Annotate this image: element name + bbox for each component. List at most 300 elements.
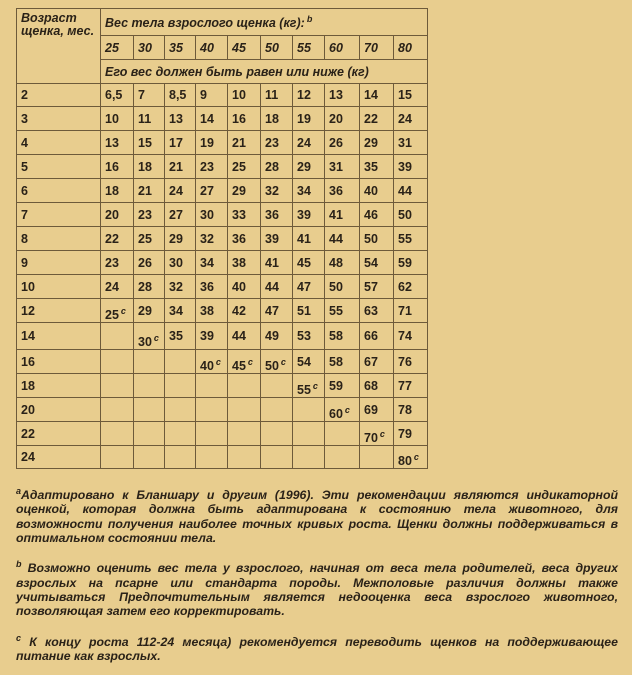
weight-cell [134, 227, 165, 251]
table-row [17, 350, 428, 374]
weight-value: 39 [265, 231, 279, 246]
weight-cell [134, 155, 165, 179]
age-cell: 4 [17, 131, 101, 155]
weight-value: 19 [200, 135, 214, 150]
weight-value: 18 [105, 183, 119, 198]
weight-cell [101, 422, 134, 446]
weight-cell [360, 446, 394, 469]
weight-value: 50 [364, 231, 378, 246]
puppy-weight-table [16, 8, 428, 469]
adult-weight-header-mark: b [306, 13, 313, 24]
weight-value: 11 [138, 111, 152, 126]
weight-value: 47 [297, 279, 311, 294]
weight-cell [325, 84, 360, 107]
weight-cell [134, 84, 165, 107]
weight-cell [165, 131, 196, 155]
weight-cell [228, 275, 261, 299]
weight-cell [325, 203, 360, 227]
weight-cell [325, 398, 360, 422]
weight-value: 15 [138, 135, 152, 150]
weight-value: 34 [200, 255, 214, 270]
weight-cell [261, 84, 293, 107]
weight-value: 21 [232, 135, 246, 150]
weight-cell [196, 446, 228, 469]
weight-value: 41 [265, 255, 279, 270]
weight-cell [134, 323, 165, 350]
weight-cell [101, 84, 134, 107]
weight-cell [394, 107, 428, 131]
weight-value: 44 [329, 231, 343, 246]
age-column-header: Возраст щенка, мес. [17, 9, 101, 84]
adult-weight-col-header: 50 [261, 36, 293, 60]
weight-cell [228, 374, 261, 398]
weight-cell [394, 275, 428, 299]
weight-cell [360, 155, 394, 179]
weight-value: 24 [297, 135, 311, 150]
table-row [17, 203, 428, 227]
weight-value: 44 [265, 279, 279, 294]
weight-cell [293, 251, 325, 275]
weight-value: 9 [200, 88, 207, 102]
table-row [17, 84, 428, 107]
weight-cell [394, 422, 428, 446]
weight-value: 58 [329, 354, 343, 369]
weight-cell [360, 323, 394, 350]
age-cell: 16 [17, 350, 101, 374]
weight-cell [261, 131, 293, 155]
weight-cell [394, 227, 428, 251]
weight-value: 24 [398, 111, 412, 126]
weight-cell [261, 446, 293, 469]
weight-cell [293, 107, 325, 131]
weight-value: 39 [398, 159, 412, 174]
weight-value: 62 [398, 279, 412, 294]
weight-cell [101, 107, 134, 131]
weight-value: 6,5 [105, 88, 123, 102]
adult-weight-col-header: 60 [325, 36, 360, 60]
weight-cell [165, 251, 196, 275]
weight-cell [394, 374, 428, 398]
weight-cell [196, 275, 228, 299]
weight-value: 39 [200, 329, 214, 343]
footnote-c-mark: c [120, 305, 126, 316]
weight-cell [196, 203, 228, 227]
weight-cell [394, 251, 428, 275]
weight-cell [101, 323, 134, 350]
weight-cell [101, 179, 134, 203]
weight-cell [165, 275, 196, 299]
weight-value: 12 [297, 88, 311, 102]
weight-value: 40 [232, 279, 246, 294]
weight-cell [165, 155, 196, 179]
weight-value: 58 [329, 329, 343, 343]
weight-value: 30 [200, 207, 214, 222]
weight-cell [293, 203, 325, 227]
weight-value: 14 [200, 111, 214, 126]
adult-weight-col-header: 70 [360, 36, 394, 60]
weight-cell [101, 251, 134, 275]
weight-cell [325, 155, 360, 179]
weight-cell [101, 299, 134, 323]
weight-cell [394, 179, 428, 203]
weight-cell [228, 323, 261, 350]
weight-cell [196, 227, 228, 251]
weight-cell [325, 323, 360, 350]
weight-cell [134, 107, 165, 131]
weight-cell [196, 251, 228, 275]
weight-value: 45 [232, 359, 246, 373]
weight-cell [394, 446, 428, 469]
weight-value: 30 [169, 255, 183, 270]
weight-cell [134, 350, 165, 374]
weight-cell [228, 350, 261, 374]
weight-value: 13 [169, 111, 183, 126]
footnote-mark: b [16, 559, 22, 570]
weight-cell [261, 179, 293, 203]
weight-cell [394, 323, 428, 350]
age-cell: 9 [17, 251, 101, 275]
age-cell: 3 [17, 107, 101, 131]
weight-value: 48 [329, 255, 343, 270]
weight-cell [165, 323, 196, 350]
weight-cell [196, 131, 228, 155]
weight-cell [293, 227, 325, 251]
weight-value: 29 [138, 303, 152, 318]
weight-cell [228, 155, 261, 179]
weight-cell [196, 422, 228, 446]
adult-weight-col-header: 30 [134, 36, 165, 60]
weight-cell [293, 323, 325, 350]
weight-value: 24 [169, 183, 183, 198]
weight-value: 26 [329, 135, 343, 150]
weight-value: 10 [232, 88, 246, 102]
weight-value: 80 [398, 454, 412, 468]
weight-value: 47 [265, 303, 279, 318]
weight-value: 25 [232, 159, 246, 174]
table-row [17, 107, 428, 131]
weight-cell [325, 350, 360, 374]
weight-value: 55 [329, 303, 343, 318]
age-cell: 22 [17, 422, 101, 446]
table-row [17, 374, 428, 398]
weight-value: 34 [169, 303, 183, 318]
weight-cell [101, 374, 134, 398]
weight-value: 38 [200, 303, 214, 318]
weight-value: 16 [232, 111, 246, 126]
table-row [17, 227, 428, 251]
footnote-text: Адаптировано к Бланшару и другим (1996). Эти рекомендации являются индикаторной оценкой, которая должна быть адаптирована к состоянию тела животного, для возможности получения наиболее точных кривых роста. Щенки должны поддерживаться в оптимальном состоянии тела. [16, 488, 618, 545]
weight-cell [101, 131, 134, 155]
table-row [17, 155, 428, 179]
weight-value: 13 [329, 88, 343, 102]
weight-cell [165, 107, 196, 131]
weight-value: 21 [138, 183, 152, 198]
weight-value: 36 [329, 183, 343, 198]
weight-value: 67 [364, 354, 378, 369]
weight-cell [101, 203, 134, 227]
footnote-a [16, 484, 618, 545]
weight-value: 69 [364, 402, 378, 417]
weight-cell [325, 299, 360, 323]
weight-cell [101, 350, 134, 374]
weight-value: 59 [329, 378, 343, 393]
weight-value: 59 [398, 255, 412, 270]
weight-cell [325, 275, 360, 299]
weight-value: 42 [232, 303, 246, 318]
weight-cell [293, 398, 325, 422]
weight-cell [261, 227, 293, 251]
weight-value: 29 [297, 159, 311, 174]
table-row [17, 422, 428, 446]
weight-value: 11 [265, 88, 279, 102]
weight-value: 22 [105, 231, 119, 246]
weight-value: 68 [364, 378, 378, 393]
age-cell: 18 [17, 374, 101, 398]
weight-cell [196, 350, 228, 374]
footnote-c-mark: c [153, 332, 159, 343]
table-row [17, 398, 428, 422]
adult-weight-col-header: 55 [293, 36, 325, 60]
weight-cell [134, 398, 165, 422]
weight-cell [134, 299, 165, 323]
weight-value: 36 [232, 231, 246, 246]
weight-cell [134, 251, 165, 275]
weight-value: 33 [232, 207, 246, 222]
weight-cell [101, 398, 134, 422]
weight-cell [165, 446, 196, 469]
footnote-mark: c [16, 632, 22, 643]
weight-value: 27 [169, 207, 183, 222]
weight-cell [196, 84, 228, 107]
weight-value: 51 [297, 303, 311, 318]
footnote-c-mark: c [344, 404, 350, 415]
age-cell: 24 [17, 446, 101, 469]
weight-cell [228, 179, 261, 203]
weight-cell [165, 422, 196, 446]
weight-value: 31 [398, 135, 412, 150]
weight-value: 22 [364, 111, 378, 126]
age-cell: 20 [17, 398, 101, 422]
adult-weight-col-header: 80 [394, 36, 428, 60]
weight-cell [165, 398, 196, 422]
weight-value: 30 [138, 335, 152, 349]
weight-cell [134, 131, 165, 155]
weight-cell [293, 374, 325, 398]
footnote-c-mark: c [280, 356, 286, 367]
weight-cell [360, 131, 394, 155]
weight-cell [394, 131, 428, 155]
weight-value: 14 [364, 88, 378, 102]
weight-value: 57 [364, 279, 378, 294]
weight-value: 44 [398, 183, 412, 198]
weight-cell [360, 374, 394, 398]
weight-cell [394, 203, 428, 227]
weight-value: 70 [364, 431, 378, 445]
weight-cell [228, 398, 261, 422]
weight-value: 36 [200, 279, 214, 294]
weight-value: 53 [297, 329, 311, 343]
table-row [17, 179, 428, 203]
weight-cell [101, 275, 134, 299]
weight-value: 19 [297, 111, 311, 126]
weight-cell [293, 84, 325, 107]
weight-cell [360, 203, 394, 227]
age-cell: 7 [17, 203, 101, 227]
weight-value: 17 [169, 135, 183, 150]
weight-cell [165, 374, 196, 398]
weight-cell [360, 179, 394, 203]
weight-cell [165, 350, 196, 374]
weight-value: 32 [169, 279, 183, 294]
weight-cell [293, 275, 325, 299]
weight-value: 20 [329, 111, 343, 126]
footnote-text: Возможно оценить вес тела у взрослого, начиная от веса тела родителей, веса других взрослых на псарне или стандарта породы. Межполовые различия должны также учитываться Предпочтительным является недооценка веса взрослого животного, позволяющая затем его корректировать. [16, 561, 618, 619]
age-cell: 8 [17, 227, 101, 251]
weight-value: 55 [297, 383, 311, 397]
weight-cell [293, 350, 325, 374]
weight-value: 31 [329, 159, 343, 174]
weight-cell [293, 299, 325, 323]
footnote-c-mark: c [413, 451, 419, 462]
weight-value: 29 [169, 231, 183, 246]
weight-cell [196, 107, 228, 131]
weight-cell [134, 374, 165, 398]
weight-value: 35 [169, 329, 183, 343]
weight-cell [261, 374, 293, 398]
weight-cell [134, 446, 165, 469]
weight-value: 8,5 [169, 88, 187, 102]
age-cell: 2 [17, 84, 101, 107]
adult-weight-col-header: 25 [101, 36, 134, 60]
weight-cell [360, 299, 394, 323]
footnote-mark: a [16, 486, 22, 496]
weight-cell [228, 446, 261, 469]
weight-cell [261, 350, 293, 374]
footnote-b [16, 557, 618, 618]
weight-value: 32 [200, 231, 214, 246]
weight-value: 44 [232, 329, 246, 343]
weight-value: 18 [138, 159, 152, 174]
weight-cell [165, 179, 196, 203]
adult-weight-header [101, 9, 428, 36]
table-row [17, 251, 428, 275]
weight-cell [325, 374, 360, 398]
weight-cell [261, 107, 293, 131]
weight-cell [394, 350, 428, 374]
weight-value: 28 [138, 279, 152, 294]
footnote-c-mark: c [312, 380, 318, 391]
weight-value: 32 [265, 183, 279, 198]
weight-value: 71 [398, 303, 412, 318]
weight-value: 66 [364, 329, 378, 343]
weight-cell [228, 299, 261, 323]
age-cell: 5 [17, 155, 101, 179]
weight-value: 40 [364, 183, 378, 198]
weight-value: 49 [265, 329, 279, 343]
adult-weight-col-header: 40 [196, 36, 228, 60]
weight-cell [165, 84, 196, 107]
footnote-c-mark: c [379, 428, 385, 439]
weight-value: 74 [398, 329, 412, 343]
weight-cell [394, 299, 428, 323]
weight-cell [165, 227, 196, 251]
weight-cell [360, 275, 394, 299]
weight-value: 38 [232, 255, 246, 270]
age-cell: 6 [17, 179, 101, 203]
weight-cell [293, 446, 325, 469]
weight-value: 29 [232, 183, 246, 198]
weight-value: 23 [265, 135, 279, 150]
weight-cell [261, 323, 293, 350]
weight-value: 63 [364, 303, 378, 318]
weight-value: 23 [105, 255, 119, 270]
weight-value: 27 [200, 183, 214, 198]
footnote-c [16, 631, 618, 664]
weight-cell [101, 446, 134, 469]
weight-cell [134, 422, 165, 446]
weight-value: 34 [297, 183, 311, 198]
weight-value: 23 [200, 159, 214, 174]
weight-value: 45 [297, 255, 311, 270]
weight-cell [360, 251, 394, 275]
weight-cell [325, 446, 360, 469]
weight-cell [293, 155, 325, 179]
weight-value: 21 [169, 159, 183, 174]
footnote-text: К концу роста 112-24 месяца) рекомендуется переводить щенков на поддерживающее питание как взрослых. [16, 634, 618, 663]
weight-value: 41 [297, 231, 311, 246]
weight-value: 28 [265, 159, 279, 174]
weight-value: 54 [297, 354, 311, 369]
weight-value: 20 [105, 207, 119, 222]
weight-cell [134, 203, 165, 227]
weight-value: 78 [398, 402, 412, 417]
weight-cell [261, 155, 293, 179]
weight-cell [360, 422, 394, 446]
weight-cell [325, 131, 360, 155]
table-row [17, 131, 428, 155]
weight-value: 76 [398, 354, 412, 369]
weight-cell [228, 84, 261, 107]
weight-cell [325, 251, 360, 275]
weight-cell [261, 275, 293, 299]
table-row [17, 446, 428, 469]
weight-value: 55 [398, 231, 412, 246]
weight-value: 13 [105, 135, 119, 150]
weight-value: 41 [329, 207, 343, 222]
weight-cell [394, 155, 428, 179]
weight-value: 60 [329, 407, 343, 421]
weight-value: 54 [364, 255, 378, 270]
weight-cell [196, 299, 228, 323]
weight-cell [325, 227, 360, 251]
weight-cell [325, 107, 360, 131]
weight-cell [261, 299, 293, 323]
weight-subheader: Его вес должен быть равен или ниже (кг) [101, 60, 428, 84]
weight-value: 23 [138, 207, 152, 222]
weight-value: 24 [105, 279, 119, 294]
footnote-c-mark: c [215, 356, 221, 367]
table-row [17, 299, 428, 323]
weight-value: 15 [398, 88, 412, 102]
weight-cell [134, 275, 165, 299]
weight-value: 50 [398, 207, 412, 222]
adult-weight-header-text: Вес тела взрослого щенка (кг): [105, 16, 305, 31]
weight-cell [325, 422, 360, 446]
age-cell: 14 [17, 323, 101, 350]
weight-cell [360, 350, 394, 374]
age-cell: 10 [17, 275, 101, 299]
weight-cell [196, 179, 228, 203]
